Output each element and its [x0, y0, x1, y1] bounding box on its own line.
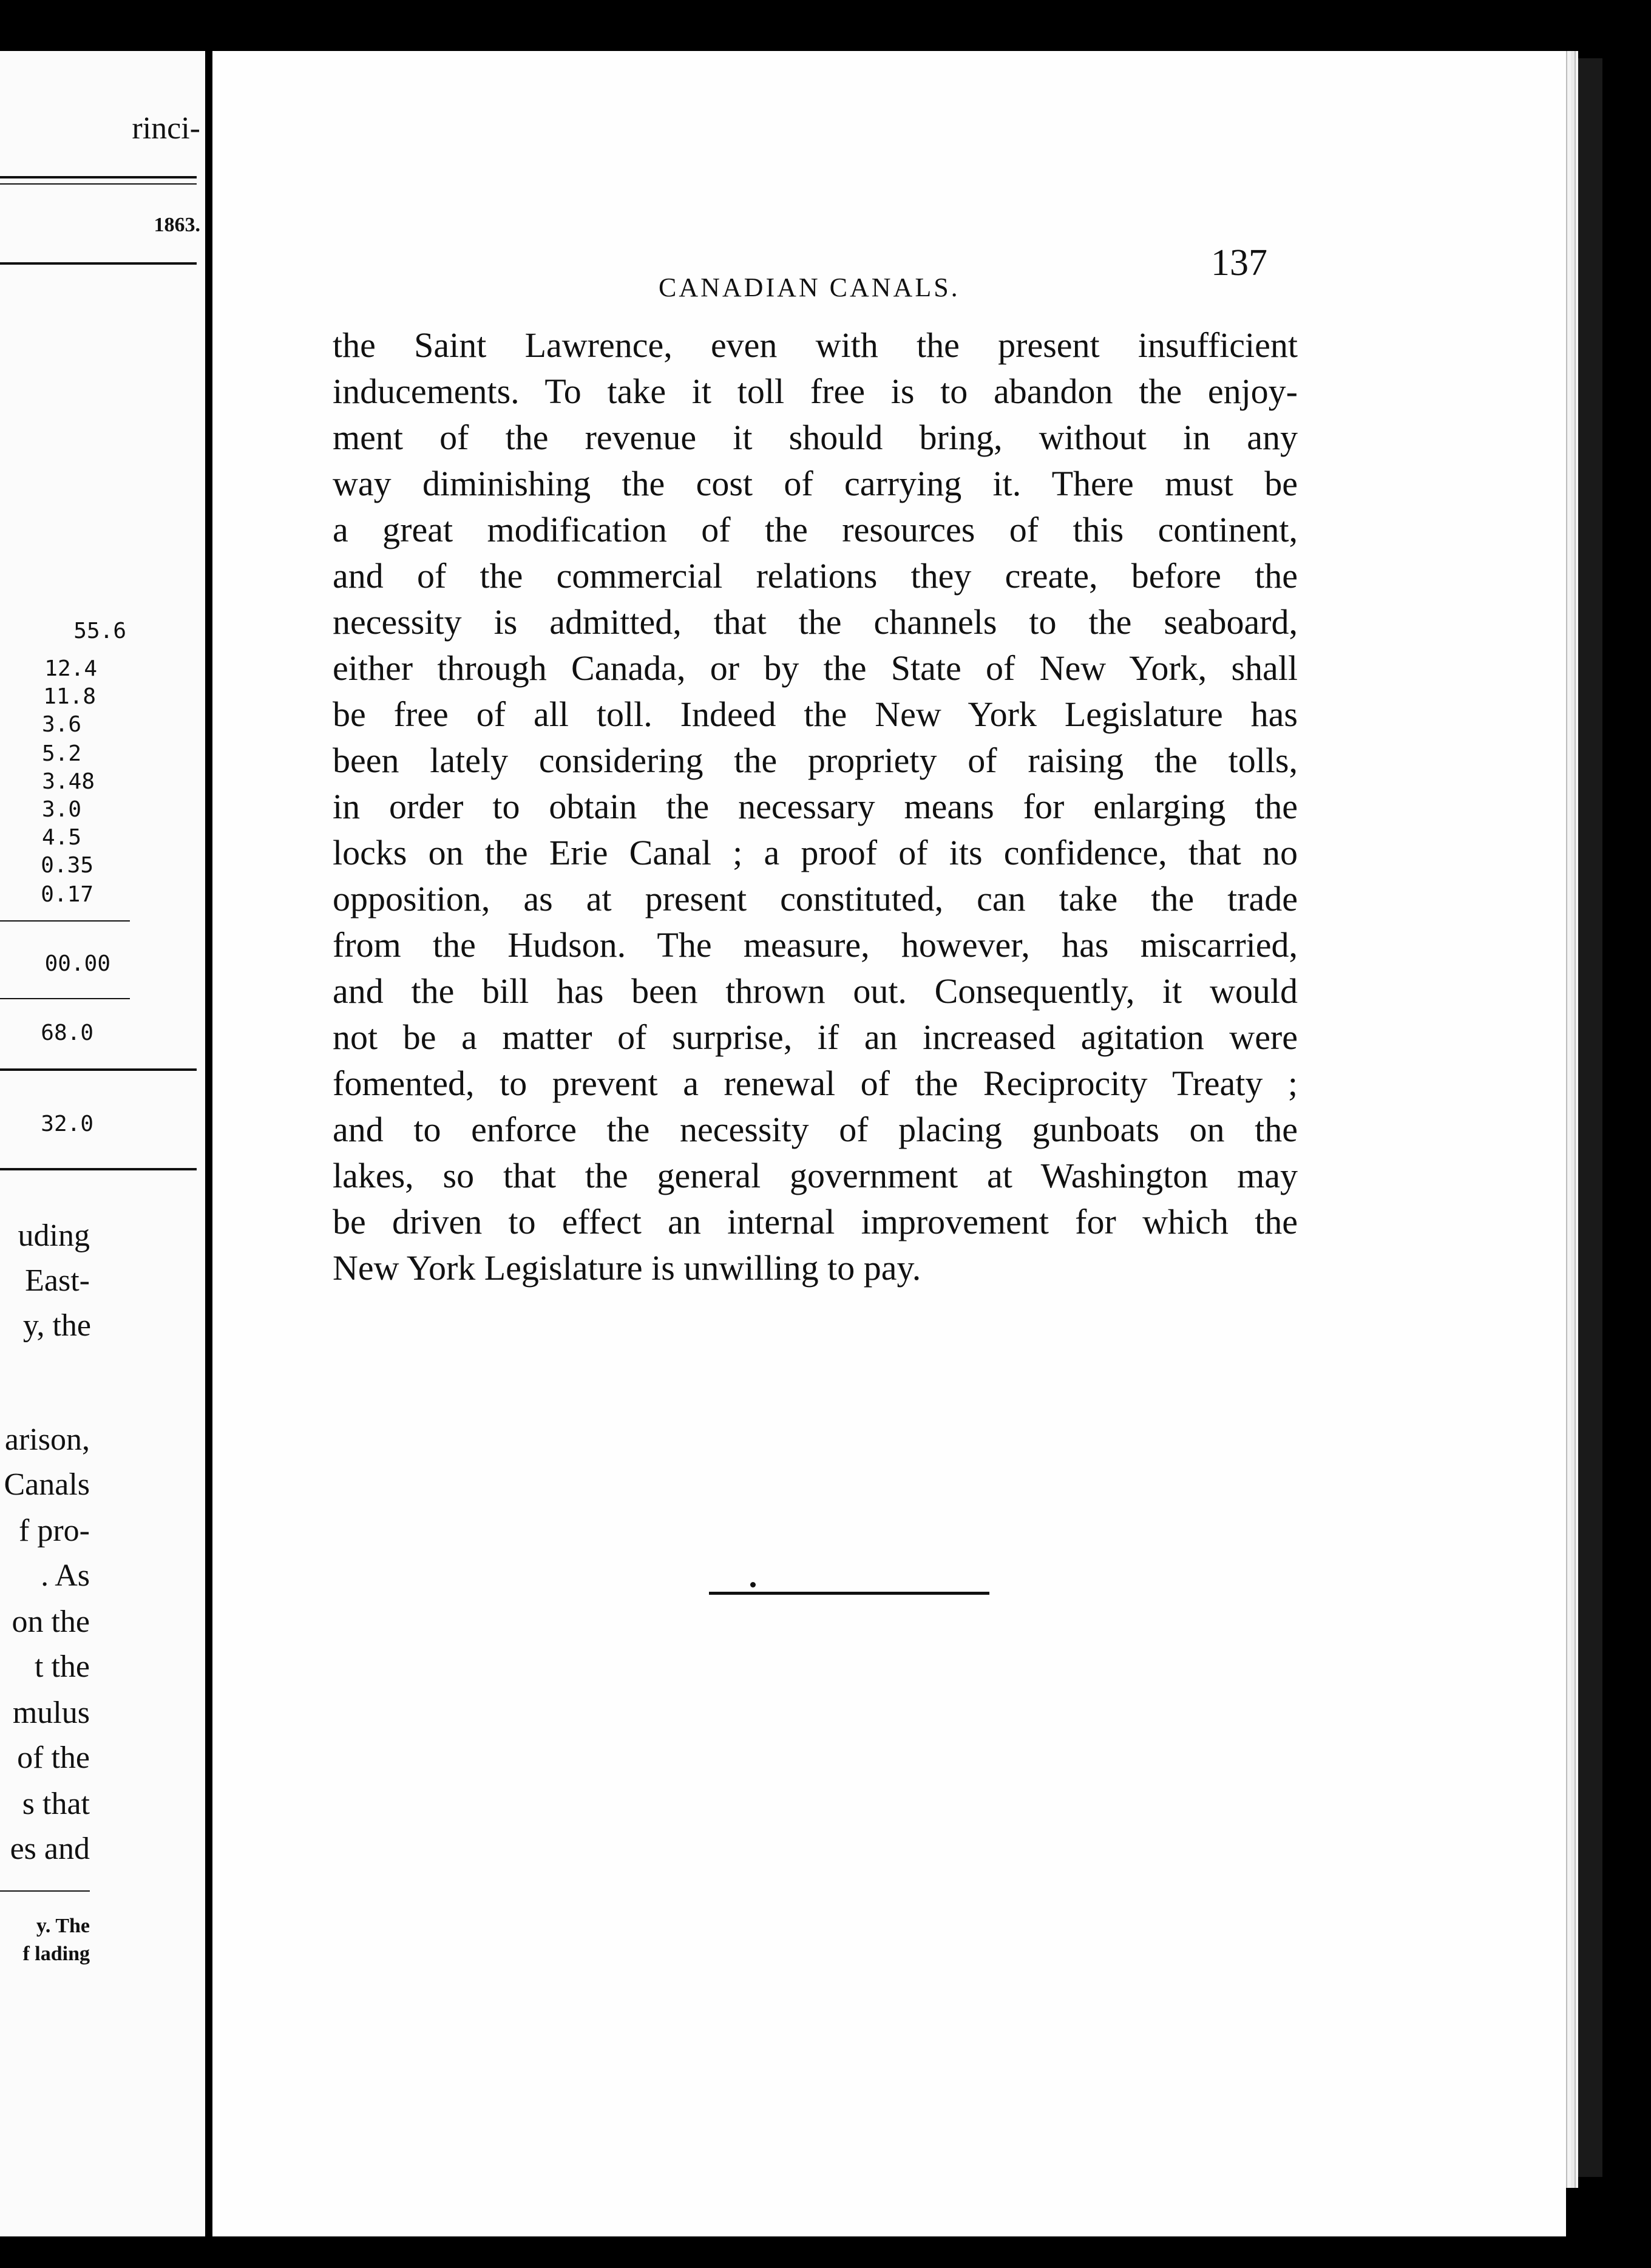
body-line: ment of the revenue it should bring, without in any — [333, 418, 1298, 457]
left-line: t the — [35, 1649, 90, 1684]
table-header-rule — [0, 262, 197, 265]
table-value: 55.6 — [73, 619, 126, 643]
body-line: inducements. To take it toll free is to abandon the enjoy- — [333, 372, 1298, 411]
footnote-line: f lading — [22, 1943, 90, 1965]
body-line: lakes, so that the general government at Washington may — [333, 1156, 1298, 1195]
table-top-rule — [0, 176, 197, 178]
table-rule — [0, 1068, 197, 1071]
body-line: be free of all toll. Indeed the New York Legislature has — [333, 694, 1298, 734]
table-bottom-rule — [0, 1168, 197, 1170]
left-line: of the — [17, 1740, 90, 1775]
body-line: and of the commercial relations they create, before the — [333, 556, 1298, 596]
book-edge-shadow — [1578, 58, 1602, 2177]
left-line: arison, — [4, 1422, 90, 1457]
table-value: 0.17 — [41, 882, 93, 907]
body-line: and to enforce the necessity of placing gunboats on the — [333, 1110, 1298, 1149]
table-value: 3.0 — [41, 797, 81, 822]
table-value: 12.4 — [44, 656, 97, 681]
body-line: fomented, to prevent a renewal of the Reciprocity Treaty ; — [333, 1064, 1298, 1103]
body-line: not be a matter of surprise, if an increased agitation were — [333, 1017, 1298, 1057]
left-line: es and — [10, 1832, 90, 1866]
table-value: 4.5 — [41, 825, 81, 850]
body-line: either through Canada, or by the State of New York, shall — [333, 648, 1298, 688]
body-line: been lately considering the propriety of raising the tolls, — [333, 741, 1298, 780]
left-line: mulus — [12, 1696, 90, 1730]
left-line: rinci- — [132, 111, 200, 146]
table-value: 5.2 — [41, 741, 81, 766]
table-rule — [0, 998, 130, 999]
left-line: Canals — [4, 1467, 90, 1502]
table-value: 3.6 — [41, 712, 81, 737]
body-line: from the Hudson. The measure, however, has miscarried, — [333, 925, 1298, 965]
left-line: on the — [12, 1604, 90, 1639]
page-number: 137 — [1211, 242, 1267, 284]
table-value: 11.8 — [43, 684, 96, 709]
body-line: and the bill has been thrown out. Consequently, it would — [333, 971, 1298, 1011]
table-total: 32.0 — [41, 1112, 93, 1136]
footnote-rule — [0, 1890, 90, 1892]
left-line: . As — [41, 1558, 90, 1593]
left-line: s that — [22, 1787, 90, 1821]
body-line: locks on the Erie Canal ; a proof of its confidence, that no — [333, 833, 1298, 872]
table-value: 3.48 — [42, 769, 95, 794]
left-page-fragment — [0, 51, 205, 2236]
end-rule — [709, 1592, 989, 1595]
left-line: East- — [25, 1263, 90, 1298]
body-line: the Saint Lawrence, even with the present insufficient — [333, 325, 1298, 365]
body-line: be driven to effect an internal improvement for which the — [333, 1202, 1298, 1241]
left-line: y, the — [22, 1308, 91, 1343]
footnote-line: y. The — [36, 1915, 90, 1937]
left-line: uding — [18, 1218, 90, 1253]
table-total: 68.0 — [41, 1020, 93, 1045]
body-line: a great modification of the resources of this continent, — [333, 510, 1298, 549]
end-dot — [750, 1582, 756, 1587]
body-line: in order to obtain the necessary means for enlarging the — [333, 787, 1298, 826]
running-head: CANADIAN CANALS. — [659, 273, 960, 302]
table-column-header: 1863. — [154, 214, 200, 236]
table-sum-rule — [0, 920, 130, 922]
body-line: necessity is admitted, that the channels to the seaboard, — [333, 602, 1298, 642]
table-value: 0.35 — [41, 853, 93, 878]
body-line: opposition, as at present constituted, can take the trade — [333, 879, 1298, 918]
body-line: New York Legislature is unwilling to pay. — [333, 1248, 921, 1288]
table-top-rule-thin — [0, 183, 197, 185]
body-line: way diminishing the cost of carrying it. There must be — [333, 464, 1298, 503]
left-line: f pro- — [19, 1513, 90, 1548]
table-total: 00.00 — [44, 951, 110, 976]
